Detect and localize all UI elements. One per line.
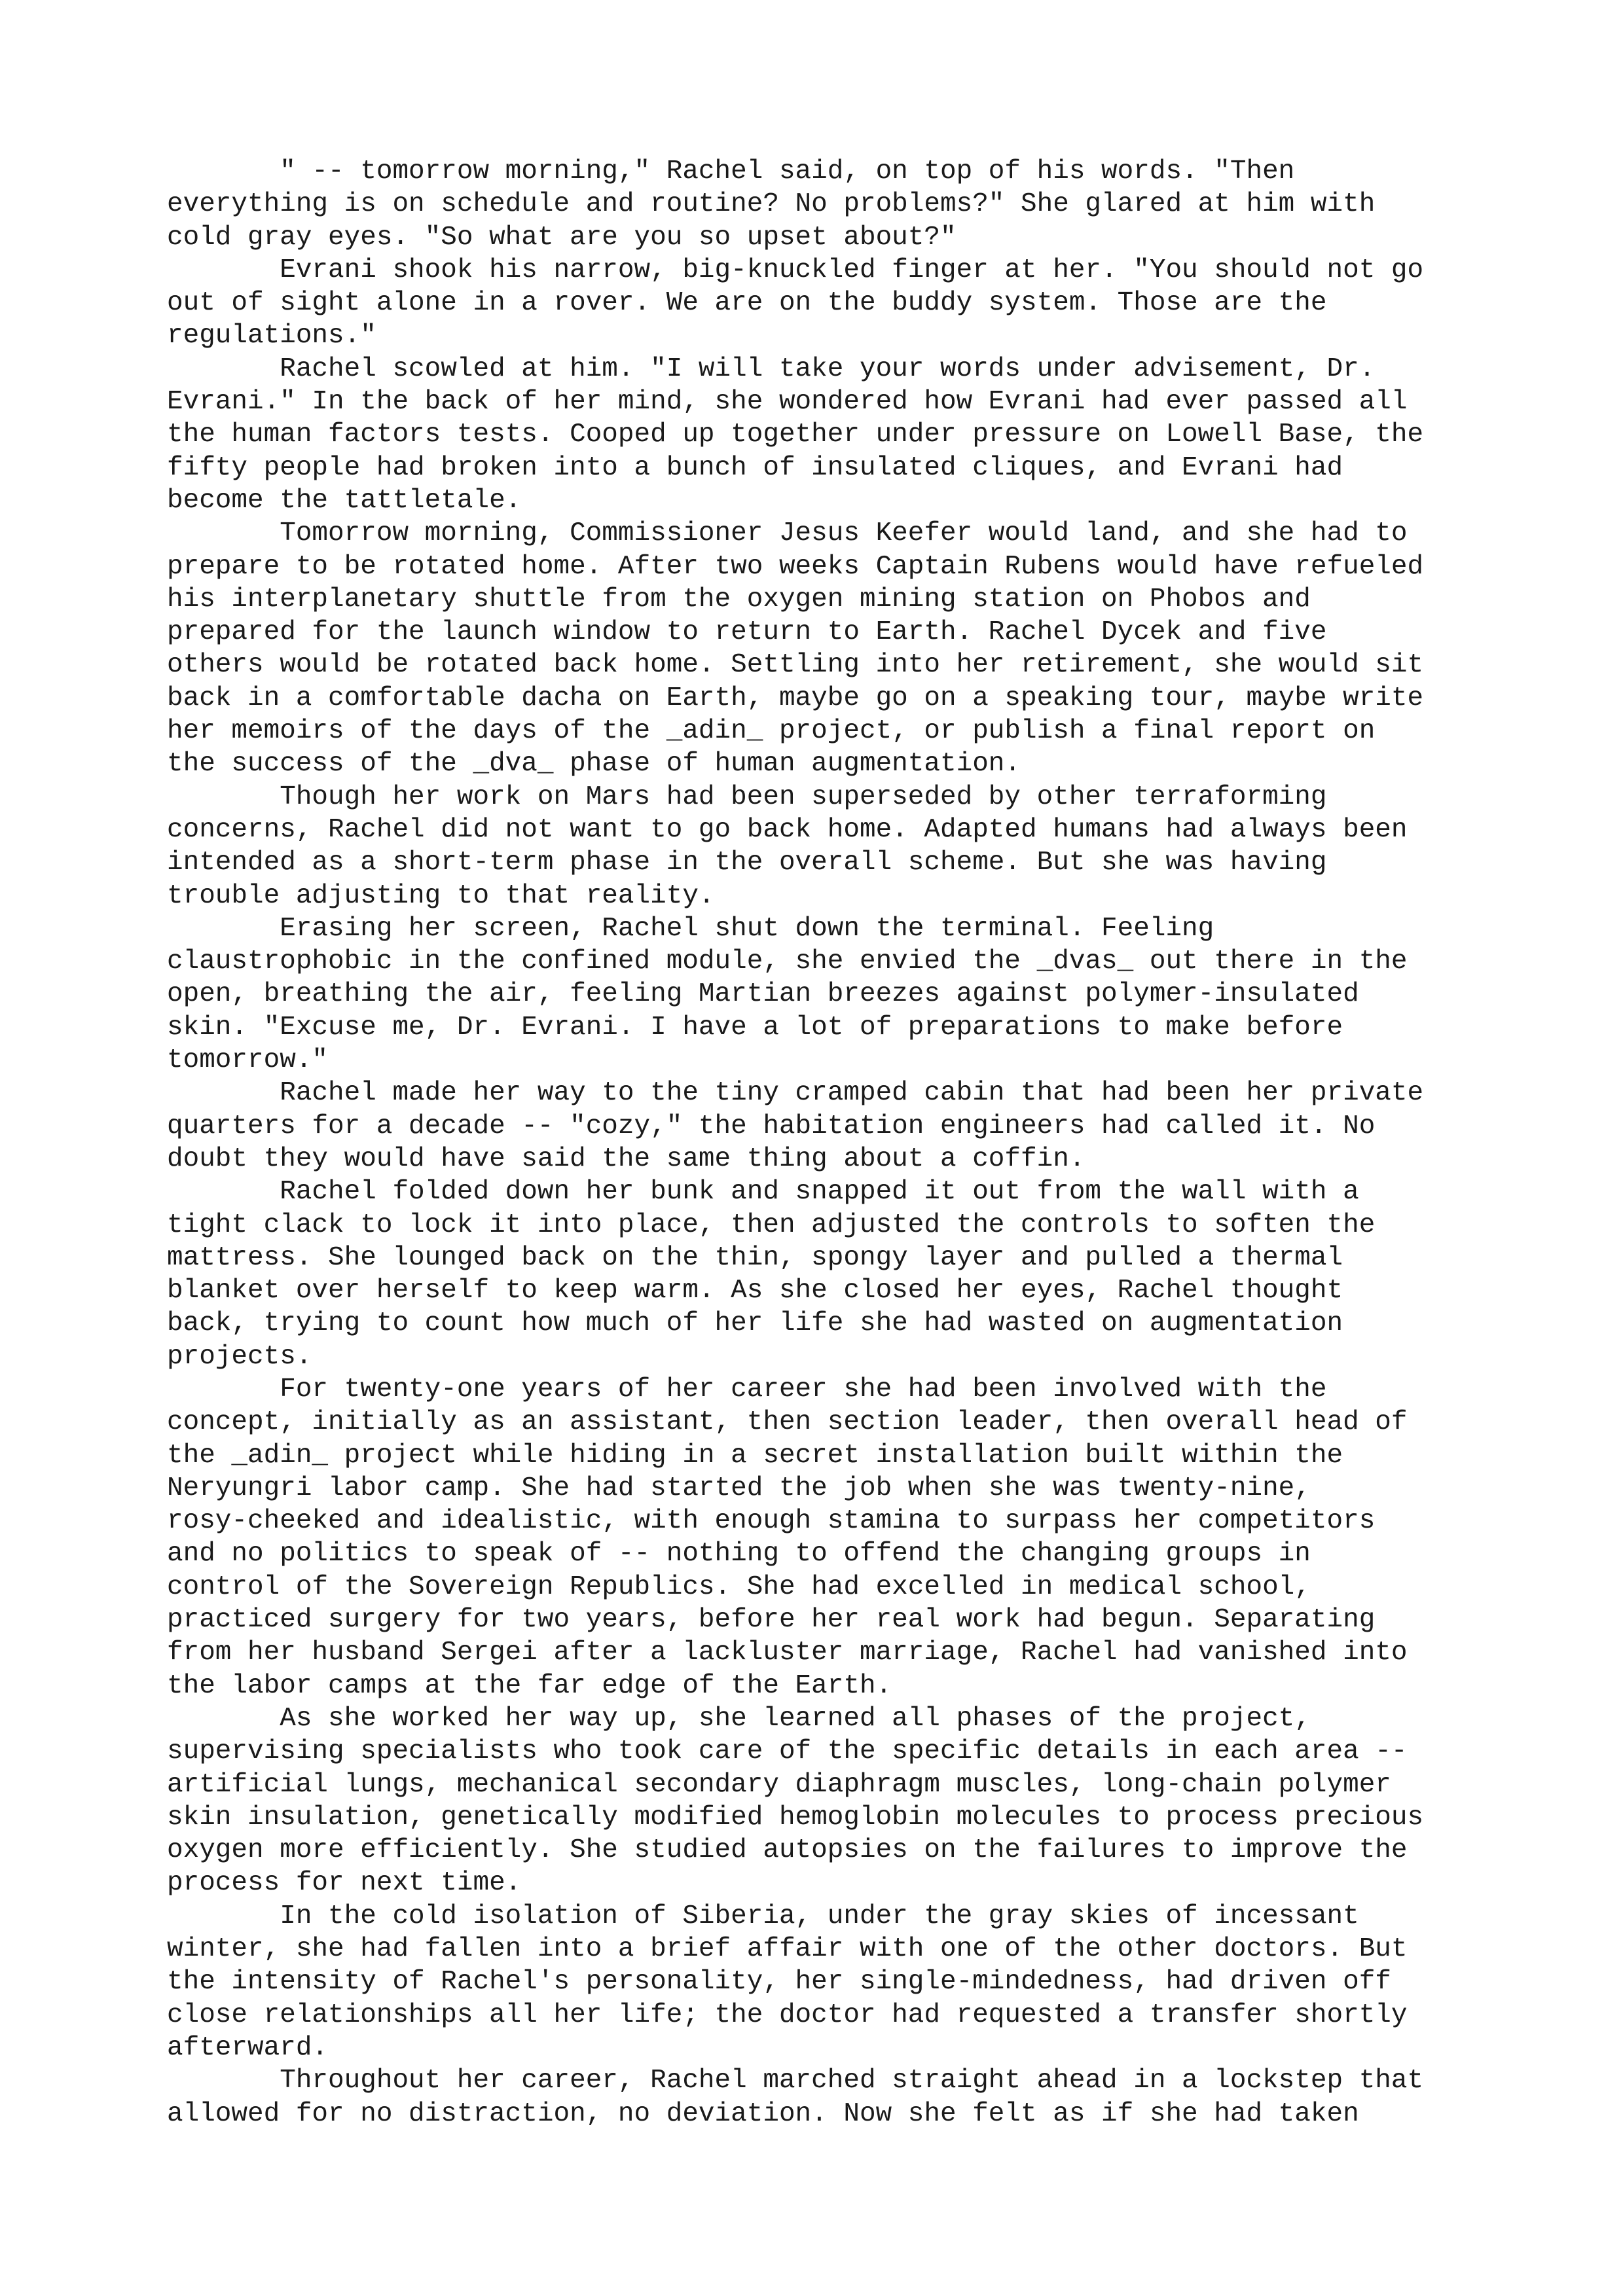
text-line: and no politics to speak of -- nothing to offend the changing groups in bbox=[167, 1539, 1311, 1570]
text-line: Rachel scowled at him. "I will take your words under advisement, Dr. bbox=[167, 353, 1376, 384]
text-line: Neryungri labor camp. She had started the job when she was twenty-nine, bbox=[167, 1473, 1311, 1503]
text-line: regulations." bbox=[167, 321, 376, 351]
text-line: tomorrow." bbox=[167, 1045, 329, 1076]
text-line: tight clack to lock it into place, then adjusted the controls to soften the bbox=[167, 1210, 1376, 1240]
text-line: Rachel made her way to the tiny cramped cabin that had been her private bbox=[167, 1078, 1424, 1109]
text-line: out of sight alone in a rover. We are on the buddy system. Those are the bbox=[167, 288, 1327, 319]
text-line: oxygen more efficiently. She studied autopsies on the failures to improve the bbox=[167, 1835, 1408, 1866]
text-line: In the cold isolation of Siberia, under the gray skies of incessant bbox=[167, 1901, 1359, 1931]
text-line: close relationships all her life; the doctor had requested a transfer shortly bbox=[167, 2000, 1408, 2030]
text-line: concerns, Rachel did not want to go back home. Adapted humans had always been bbox=[167, 814, 1408, 845]
text-line: Evrani." In the back of her mind, she wondered how Evrani had ever passed all bbox=[167, 387, 1408, 418]
text-line: doubt they would have said the same thing about a coffin. bbox=[167, 1143, 1085, 1174]
text-line: artificial lungs, mechanical secondary diaphragm muscles, long-chain polymer bbox=[167, 1769, 1391, 1800]
text-line: control of the Sovereign Republics. She had excelled in medical school, bbox=[167, 1571, 1311, 1602]
text-line: practiced surgery for two years, before her real work had begun. Separating bbox=[167, 1605, 1376, 1636]
text-line: " -- tomorrow morning," Rachel said, on top of his words. "Then bbox=[167, 156, 1295, 187]
text-line: back, trying to count how much of her life she had wasted on augmentation bbox=[167, 1308, 1343, 1339]
text-line: become the tattletale. bbox=[167, 485, 522, 516]
text-line: skin insulation, genetically modified hemoglobin molecules to process precious bbox=[167, 1802, 1424, 1833]
text-line: others would be rotated back home. Settling into her retirement, she would sit bbox=[167, 650, 1424, 681]
text-line: Erasing her screen, Rachel shut down the terminal. Feeling bbox=[167, 913, 1214, 944]
text-line: intended as a short-term phase in the overall scheme. But she was having bbox=[167, 848, 1327, 878]
text-line: Tomorrow morning, Commissioner Jesus Keefer would land, and she had to bbox=[167, 518, 1408, 549]
text-line: back in a comfortable dacha on Earth, maybe go on a speaking tour, maybe write bbox=[167, 683, 1424, 713]
text-line: allowed for no distraction, no deviation. Now she felt as if she had taken bbox=[167, 2098, 1359, 2129]
body-text bbox=[167, 155, 1476, 2130]
text-line: Though her work on Mars had been superseded by other terraforming bbox=[167, 781, 1327, 812]
text-line: his interplanetary shuttle from the oxygen mining station on Phobos and bbox=[167, 584, 1311, 615]
text-line: the labor camps at the far edge of the Earth. bbox=[167, 1670, 892, 1701]
text-line: the human factors tests. Cooped up together under pressure on Lowell Base, the bbox=[167, 420, 1424, 450]
text-line: afterward. bbox=[167, 2032, 329, 2063]
text-line: claustrophobic in the confined module, she envied the _dvas_ out there in the bbox=[167, 946, 1408, 977]
text-line: the success of the _dva_ phase of human augmentation. bbox=[167, 749, 1021, 780]
text-line: prepared for the launch window to return to Earth. Rachel Dycek and five bbox=[167, 617, 1327, 648]
text-line: mattress. She lounged back on the thin, spongy layer and pulled a thermal bbox=[167, 1242, 1343, 1273]
text-line: supervising specialists who took care of the specific details in each area -- bbox=[167, 1736, 1408, 1767]
text-line: winter, she had fallen into a brief affair with one of the other doctors. But bbox=[167, 1934, 1408, 1965]
text-line: quarters for a decade -- "cozy," the habitation engineers had called it. No bbox=[167, 1111, 1376, 1141]
text-line: from her husband Sergei after a lackluster marriage, Rachel had vanished into bbox=[167, 1638, 1408, 1668]
text-line: concept, initially as an assistant, then section leader, then overall head of bbox=[167, 1407, 1408, 1438]
text-line: the _adin_ project while hiding in a secret installation built within the bbox=[167, 1440, 1343, 1471]
text-line: fifty people had broken into a bunch of insulated cliques, and Evrani had bbox=[167, 452, 1343, 483]
text-line: cold gray eyes. "So what are you so upset about?" bbox=[167, 222, 957, 253]
text-line: trouble adjusting to that reality. bbox=[167, 880, 715, 911]
text-line: Rachel folded down her bunk and snapped it out from the wall with a bbox=[167, 1177, 1359, 1208]
text-line: Throughout her career, Rachel marched straight ahead in a lockstep that bbox=[167, 2066, 1424, 2096]
text-line: everything is on schedule and routine? No problems?" She glared at him with bbox=[167, 189, 1376, 220]
text-line: her memoirs of the days of the _adin_ project, or publish a final report on bbox=[167, 716, 1376, 747]
text-line: process for next time. bbox=[167, 1868, 522, 1899]
text-line: prepare to be rotated home. After two weeks Captain Rubens would have refueled bbox=[167, 551, 1424, 582]
text-line: As she worked her way up, she learned all phases of the project, bbox=[167, 1703, 1311, 1734]
text-line: rosy-cheeked and idealistic, with enough stamina to surpass her competitors bbox=[167, 1506, 1376, 1537]
text-line: For twenty-one years of her career she had been involved with the bbox=[167, 1374, 1327, 1405]
text-line: Evrani shook his narrow, big-knuckled finger at her. "You should not go bbox=[167, 255, 1424, 285]
text-line: the intensity of Rachel's personality, her single-mindedness, had driven off bbox=[167, 1967, 1391, 1998]
text-line: open, breathing the air, feeling Martian breezes against polymer-insulated bbox=[167, 979, 1359, 1010]
text-line: blanket over herself to keep warm. As she closed her eyes, Rachel thought bbox=[167, 1276, 1343, 1306]
text-line: projects. bbox=[167, 1341, 312, 1372]
text-line: skin. "Excuse me, Dr. Evrani. I have a lot of preparations to make before bbox=[167, 1012, 1343, 1043]
